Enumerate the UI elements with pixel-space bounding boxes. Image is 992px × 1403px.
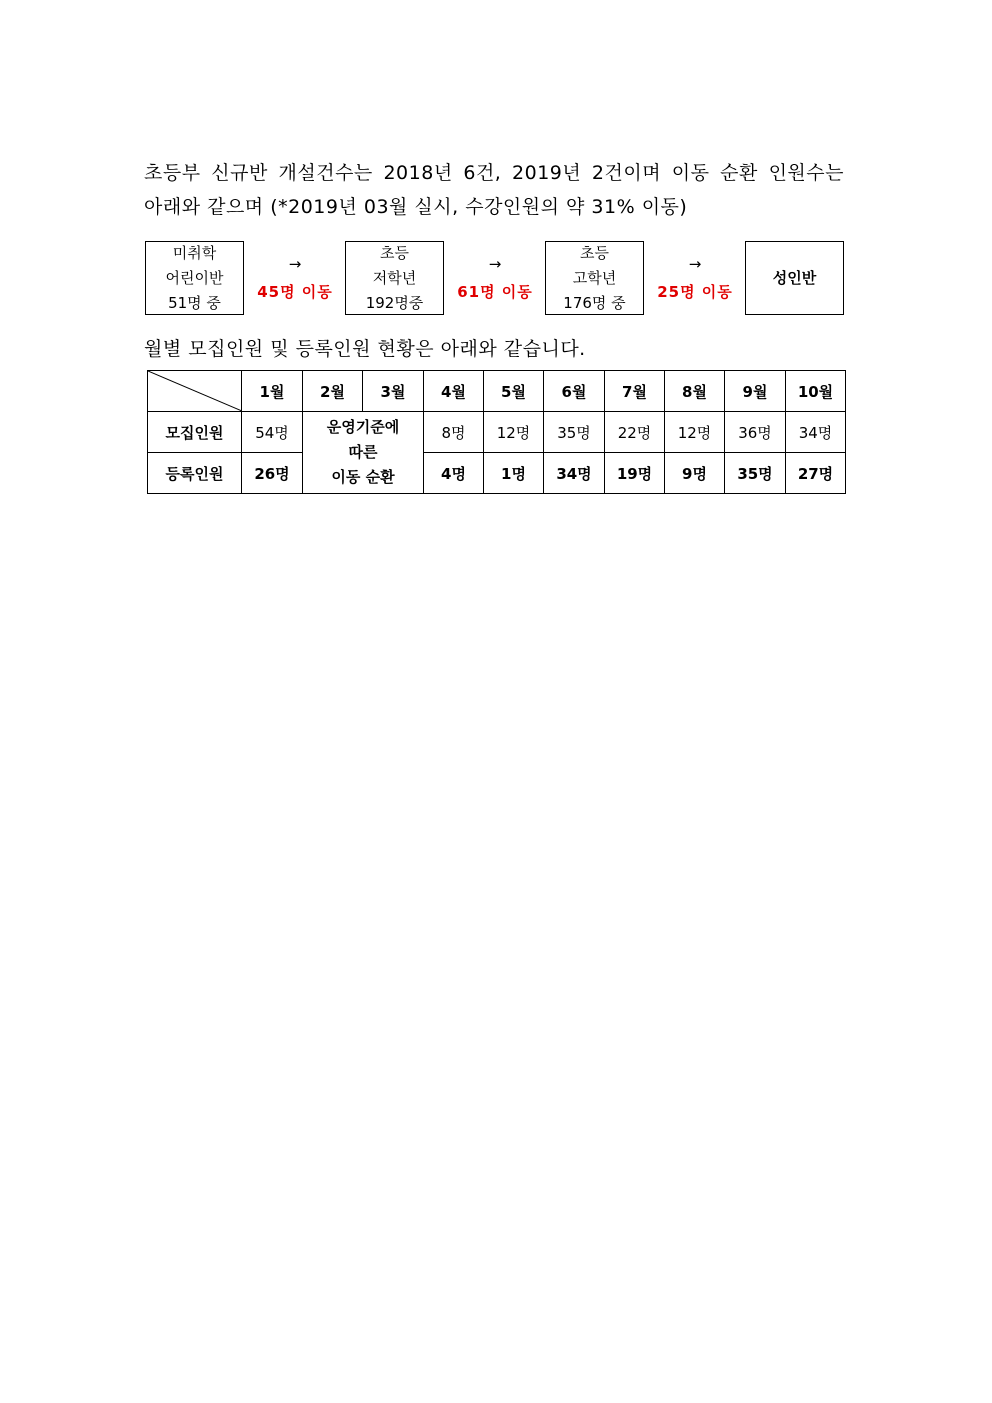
table-cell: 22명 (605, 412, 665, 453)
flow-box-line: 미취학 (172, 243, 217, 262)
table-cell: 35명 (725, 453, 786, 494)
flow-box-line: 초등 (380, 243, 409, 262)
flow-box-preschool (145, 241, 244, 315)
table-cell: 35명 (544, 412, 605, 453)
table-row-recruitment (148, 412, 846, 453)
flow-box-line: 176명 중 (563, 293, 626, 312)
table-cell: 4명 (424, 453, 484, 494)
merged-note-cell (303, 412, 424, 494)
flow-box-lower-grade (345, 241, 444, 315)
monthly-enrollment-table (147, 370, 846, 494)
table-cell: 1명 (484, 453, 544, 494)
flow-arrow: → (688, 255, 702, 273)
row-label: 모집인원 (148, 412, 242, 453)
month-header: 5월 (484, 371, 544, 412)
table-cell: 8명 (424, 412, 484, 453)
flow-box-line: 저학년 (372, 268, 417, 287)
month-header: 8월 (665, 371, 725, 412)
table-cell: 34명 (786, 412, 846, 453)
flow-arrow: → (488, 255, 502, 273)
month-header: 9월 (725, 371, 786, 412)
table-cell: 12명 (484, 412, 544, 453)
table-header-row (148, 371, 846, 412)
month-header: 4월 (424, 371, 484, 412)
flow-box-upper-grade (545, 241, 644, 315)
flow-arrow: → (288, 255, 302, 273)
intro-paragraph-line-1: 초등부 신규반 개설건수는 2018년 6건, 2019년 2건이며 이동 순환 인원수는 (144, 162, 844, 184)
month-header: 10월 (786, 371, 846, 412)
month-header: 2월 (303, 371, 363, 412)
month-header: 6월 (544, 371, 605, 412)
flow-move-label: 25명 이동 (657, 283, 733, 301)
flow-box-line: 어린이반 (165, 268, 224, 287)
table-cell: 36명 (725, 412, 786, 453)
merged-note-line: 따른 (348, 443, 378, 461)
diagonal-header-cell (148, 371, 242, 412)
flow-box-line: 성인반 (772, 268, 817, 287)
intro-paragraph-line-2: 아래와 같으며 (*2019년 03월 실시, 수강인원의 약 31% 이동) (144, 196, 688, 218)
flow-move-label: 45명 이동 (257, 283, 333, 301)
flow-box-line: 51명 중 (168, 293, 221, 312)
row-label: 등록인원 (148, 453, 242, 494)
table-cell: 12명 (665, 412, 725, 453)
flow-box-line: 192명중 (365, 293, 424, 312)
table-cell: 9명 (665, 453, 725, 494)
merged-note-line: 이동 순환 (331, 468, 395, 486)
flow-box-line: 고학년 (572, 268, 617, 287)
table-cell: 54명 (242, 412, 303, 453)
diagonal-line (148, 371, 242, 411)
table-cell: 26명 (242, 453, 303, 494)
table-intro-paragraph: 월별 모집인원 및 등록인원 현황은 아래와 같습니다. (144, 338, 586, 360)
month-header: 1월 (242, 371, 303, 412)
flow-box-adult (745, 241, 844, 315)
month-header: 7월 (605, 371, 665, 412)
table-row-registration (148, 453, 846, 494)
month-header: 3월 (363, 371, 424, 412)
merged-note-line: 운영기준에 (326, 418, 400, 436)
table-cell: 27명 (786, 453, 846, 494)
table-cell: 19명 (605, 453, 665, 494)
table-cell: 34명 (544, 453, 605, 494)
flow-move-label: 61명 이동 (457, 283, 533, 301)
flow-box-line: 초등 (580, 243, 609, 262)
